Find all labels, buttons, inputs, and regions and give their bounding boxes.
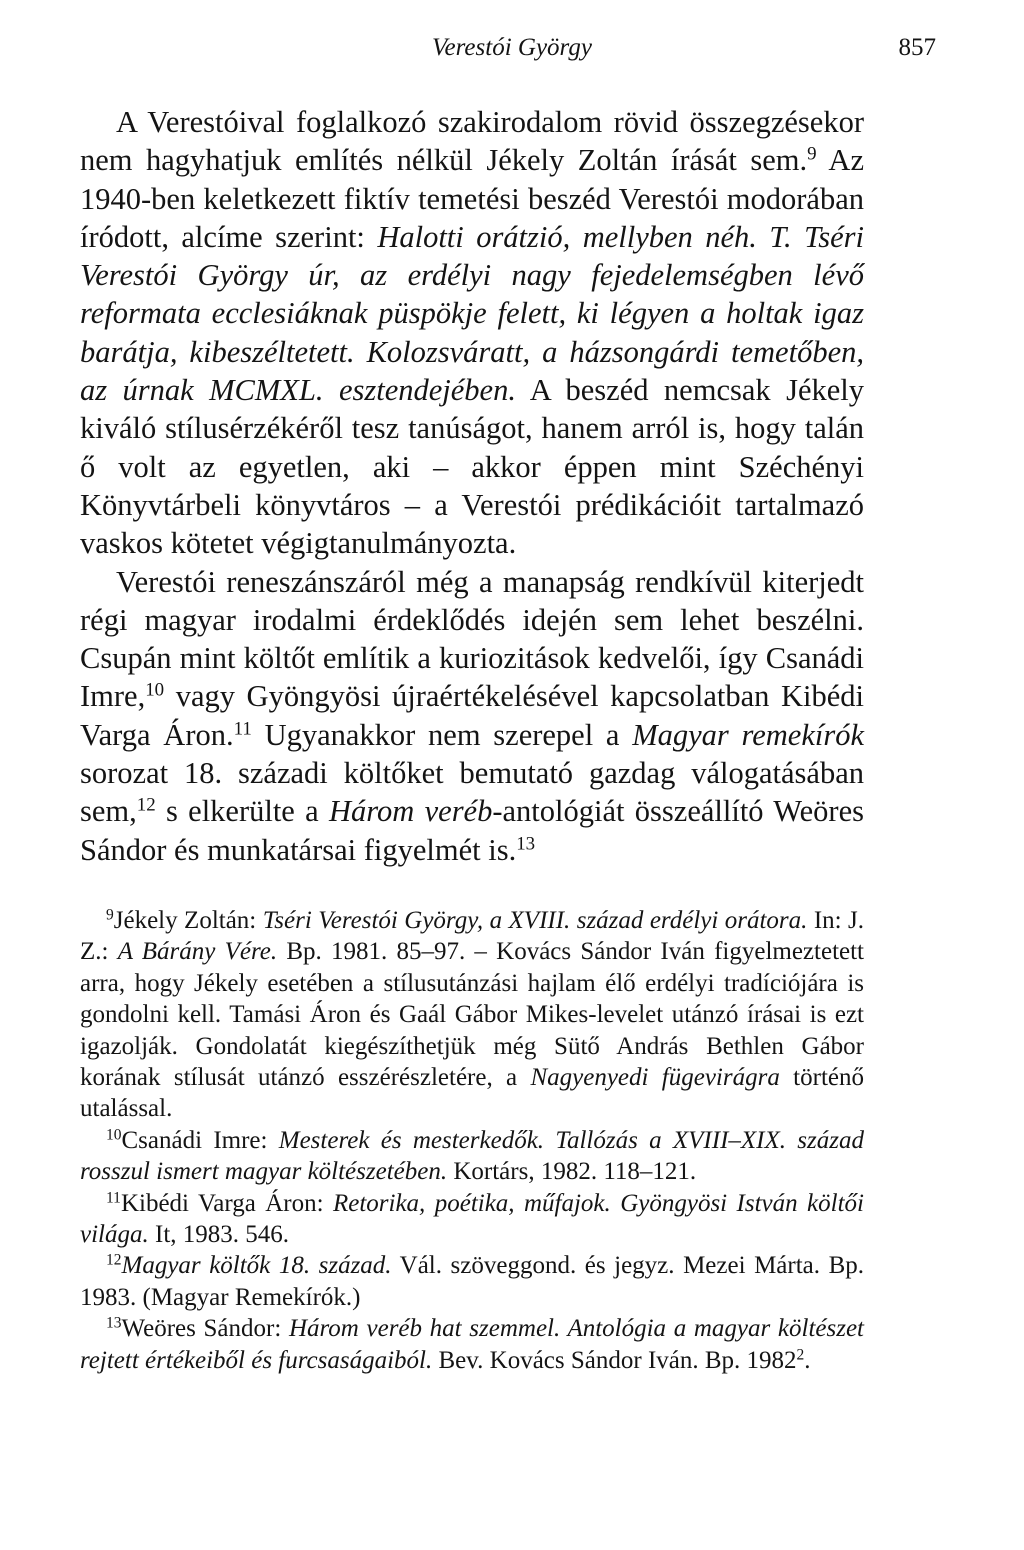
- anthology-title-italic: Három veréb: [329, 794, 493, 829]
- text-run: s elkerülte a: [155, 794, 330, 829]
- text-run: .: [804, 1346, 811, 1374]
- text-run: sorozat 18. századi költőket bemutató gazdag válogatásában sem,: [80, 756, 864, 829]
- text-run: Bp. 1981. 85–97. – Kovács Sándor Iván figyelmeztetett arra, hogy Jékely esetében a stílusutánzási hajlam élő erdélyi tradíciójára is gondolni kell. Tamási Áron és Gaál Gábor Mikes-levelet utánzó írásai is ezt igazolják. Gondolatát kiegészíthetjük még Sütő András Bethlen Gábor korának stílusát utánzó esszérészletére, a: [80, 938, 864, 1092]
- text-run: Jékely Zoltán:: [113, 907, 263, 934]
- running-head: [80, 34, 944, 64]
- body-text: [80, 103, 864, 869]
- text-run: Az 1940-ben keletkezett fiktív temetési beszéd Verestói modorában íródott, alcíme szerint:: [80, 143, 864, 254]
- footnote-ref-10: 10: [145, 680, 165, 702]
- paragraph-1: [80, 103, 864, 563]
- footnote-number: 9: [106, 906, 114, 924]
- edition-superscript: 2: [796, 1346, 805, 1364]
- text-run: Bev. Kovács Sándor Iván. Bp. 1982: [432, 1346, 797, 1374]
- text-run: Weöres Sándor:: [121, 1315, 289, 1343]
- footnote-number: 10: [106, 1126, 122, 1144]
- footnotes: [80, 905, 864, 1376]
- running-title: Verestói György: [432, 34, 592, 61]
- footnote-11: [80, 1188, 864, 1251]
- text-run: Csanádi Imre:: [121, 1126, 279, 1154]
- text-run: It, 1983. 546.: [148, 1221, 290, 1249]
- footnote-9: [80, 905, 864, 1125]
- italic-title: Mesterek és mesterkedők. Tallózás a XVIII–XIX. század rosszul ismert magyar költészetében.: [80, 1126, 864, 1186]
- italic-title: Retorika, poétika, műfajok. Gyöngyösi István költői világa.: [80, 1189, 864, 1249]
- paragraph-2: [80, 563, 864, 869]
- text-run: In: J. Z.:: [80, 907, 865, 966]
- footnote-number: 12: [106, 1251, 122, 1269]
- text-run: Verestói reneszánszáról még a manapság rendkívül kiterjedt régi magyar irodalmi érdeklődés idején sem lehet beszélni. Csupán mint költőt említik a kuriozitások kedvelői, így Csanádi Imre,: [80, 564, 864, 714]
- text-run: Kortárs, 1982. 118–121.: [447, 1158, 697, 1186]
- footnote-ref-13: 13: [516, 833, 536, 855]
- text-run: vagy Gyöngyösi újraértékelésével kapcsolatban Kibédi Varga Áron.: [80, 679, 864, 752]
- footnote-10: [80, 1125, 864, 1188]
- footnote-number: 13: [106, 1314, 122, 1332]
- footnote-13: [80, 1313, 864, 1376]
- footnote-ref-11: 11: [233, 718, 252, 740]
- text-run: történő utalással.: [80, 1064, 864, 1123]
- italic-title: Három veréb hat szemmel. Antológia a magyar költészet rejtett értékeiből és furcsaságaiból.: [80, 1315, 864, 1374]
- series-title-italic: Magyar remekírók: [632, 717, 865, 752]
- footnote-number: 11: [106, 1189, 121, 1207]
- italic-title: Magyar költők 18. század.: [121, 1252, 392, 1280]
- footnote-12: [80, 1250, 864, 1313]
- footnote-ref-12: 12: [136, 794, 156, 816]
- text-run: Vál. szöveggond. és jegyz. Mezei Márta. Bp. 1983. (Magyar Remekírók.): [80, 1252, 864, 1311]
- text-run: Ugyanakkor nem szerepel a: [251, 717, 633, 752]
- italic-title: A Bárány Vére.: [117, 938, 278, 966]
- text-run: Kibédi Varga Áron:: [120, 1189, 333, 1217]
- footnote-ref-9: 9: [807, 143, 817, 165]
- text-run: -antológiát összeállító Weöres Sándor és munkatársai figyelmét is.: [80, 794, 864, 867]
- page-number: 857: [898, 34, 936, 61]
- text-run: A Verestóival foglalkozó szakirodalom rövid összegzésekor nem hagyhatjuk említés nélkül Jékely Zoltán írását sem.: [80, 105, 864, 178]
- italic-title: Nagyenyedi fügevirágra: [530, 1064, 780, 1092]
- subtitle-italic: Halotti orátzió, mellyben néh. T. Tséri Verestói György úr, az erdélyi nagy fejedelemségben lévő reformata ecclesiáknak püspökje felett, ki légyen a holtak igaz barátja, kibeszéltetett. Kolozsváratt, a házsongárdi temetőben, az úrnak MCMXL. esztendejében.: [80, 219, 864, 408]
- italic-title: Tséri Verestói György, a XVIII. század erdélyi orátora.: [262, 907, 808, 934]
- text-run: A beszéd nemcsak Jékely kiváló stílusérzékéről tesz tanúságot, hanem arról is, hogy talán ő volt az egyetlen, aki – akkor éppen mint Széchényi Könyvtárbeli könyvtáros – a Verestói prédikációit tartalmazó vaskos kötetet végigtanulmányozta.: [80, 373, 864, 561]
